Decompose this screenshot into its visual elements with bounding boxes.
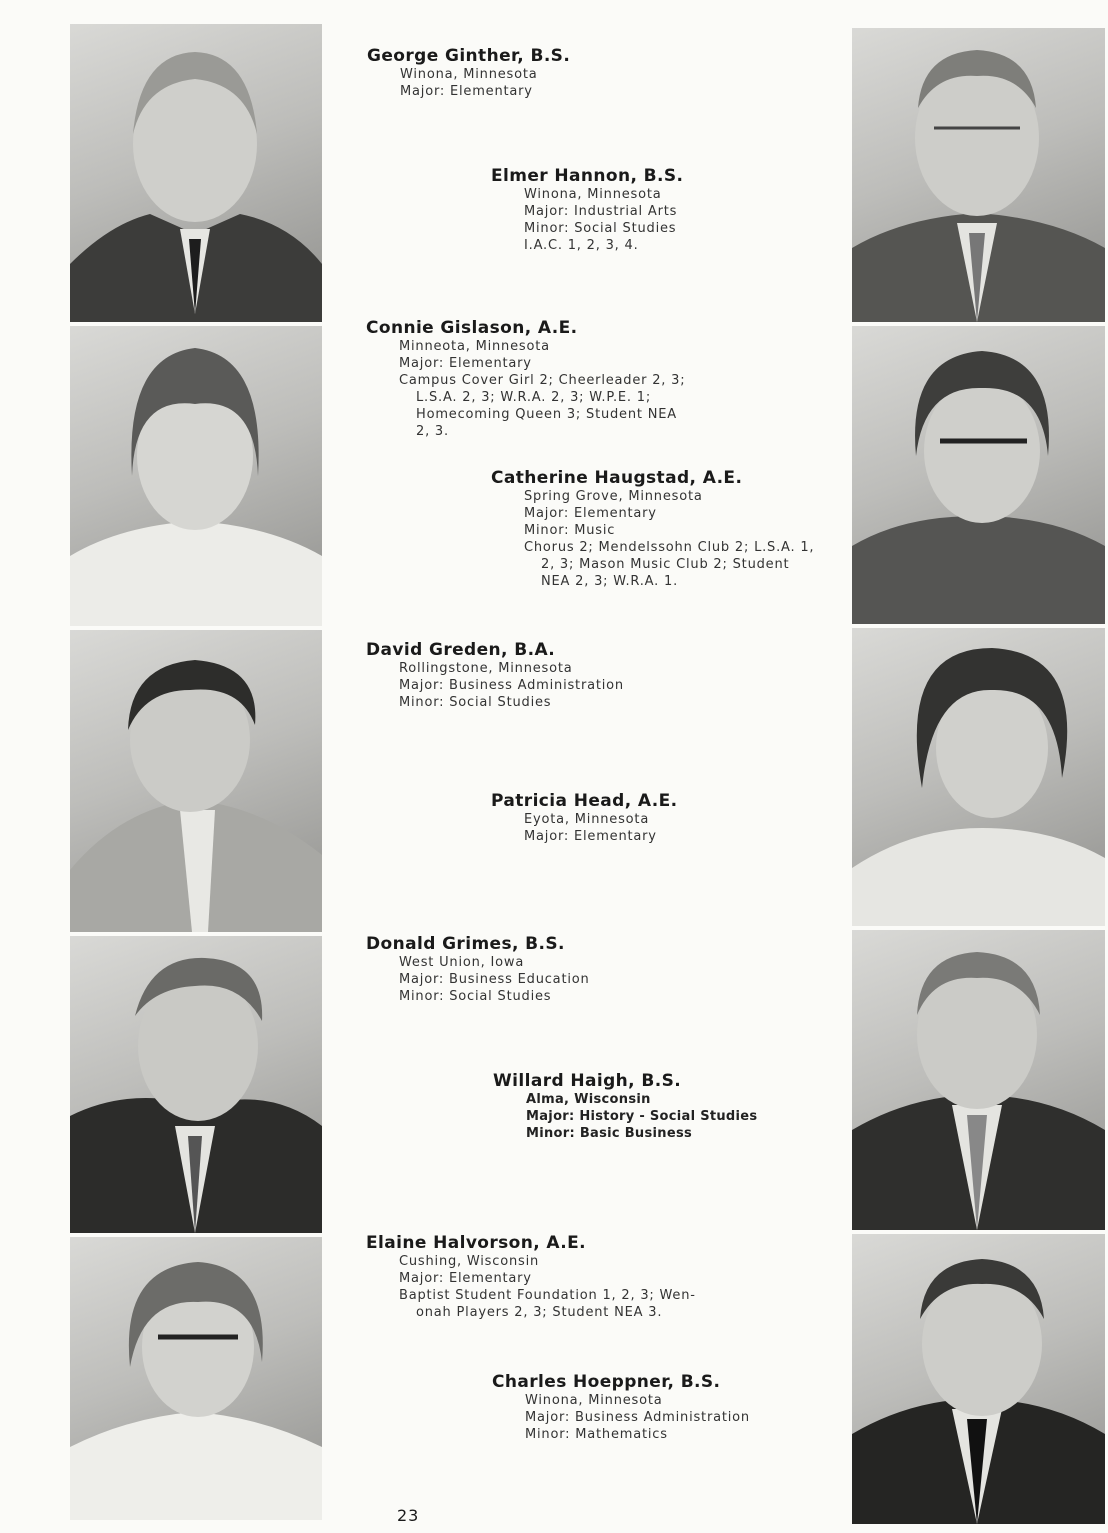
entry-david-greden [366, 640, 624, 711]
hometown: Alma, Wisconsin [526, 1092, 651, 1107]
hometown: Winona, Minnesota [400, 67, 538, 82]
major: Major: History - Social Studies [526, 1109, 758, 1124]
activities: Chorus 2; Mendelssohn Club 2; L.S.A. 1, [524, 540, 815, 555]
student-name: George Ginther, B.S. [367, 46, 571, 66]
minor: Minor: Social Studies [399, 695, 552, 710]
student-name: Willard Haigh, B.S. [493, 1071, 682, 1091]
major: Major: Business Education [399, 972, 590, 987]
entry-charles-hoeppner [492, 1372, 750, 1443]
minor: Minor: Basic Business [526, 1126, 693, 1141]
photo-george-ginther [70, 24, 322, 322]
photo-charles-hoeppner [852, 1234, 1105, 1524]
photo-elmer-hannon [852, 28, 1105, 322]
photo-connie-gislason [70, 326, 322, 626]
entry-elmer-hannon [491, 166, 683, 254]
page-number: 23 [397, 1506, 420, 1525]
minor: Minor: Social Studies [399, 989, 552, 1004]
student-name: Catherine Haugstad, A.E. [491, 468, 743, 488]
entry-connie-gislason [366, 318, 685, 440]
photo-catherine-haugstad [852, 326, 1105, 624]
activities: Campus Cover Girl 2; Cheerleader 2, 3; [399, 373, 686, 388]
entry-catherine-haugstad [491, 468, 814, 590]
activities-cont: L.S.A. 2, 3; W.R.A. 2, 3; W.P.E. 1; [416, 390, 652, 405]
photo-willard-haigh [852, 930, 1105, 1230]
entry-george-ginther [367, 46, 570, 100]
hometown: Spring Grove, Minnesota [524, 489, 703, 504]
student-name: Elmer Hannon, B.S. [491, 166, 684, 186]
major: Major: Elementary [399, 356, 532, 371]
hometown: Rollingstone, Minnesota [399, 661, 573, 676]
activities-cont: onah Players 2, 3; Student NEA 3. [416, 1305, 663, 1320]
hometown: West Union, Iowa [399, 955, 525, 970]
activities-cont: 2, 3; Mason Music Club 2; Student [541, 557, 790, 572]
entry-elaine-halvorson [366, 1233, 696, 1321]
student-name: Donald Grimes, B.S. [366, 934, 565, 954]
activities-cont: NEA 2, 3; W.R.A. 1. [541, 574, 679, 589]
entry-patricia-head [491, 791, 677, 845]
major: Major: Business Administration [399, 678, 624, 693]
major: Major: Elementary [399, 1271, 532, 1286]
major: Major: Elementary [524, 506, 657, 521]
activities: I.A.C. 1, 2, 3, 4. [524, 238, 639, 253]
student-name: Connie Gislason, A.E. [366, 318, 578, 338]
hometown: Minneota, Minnesota [399, 339, 550, 354]
student-name: David Greden, B.A. [366, 640, 556, 660]
minor: Minor: Music [524, 523, 616, 538]
activities-cont: 2, 3. [416, 424, 449, 439]
student-name: Elaine Halvorson, A.E. [366, 1233, 587, 1253]
activities-cont: Homecoming Queen 3; Student NEA [416, 407, 677, 422]
major: Major: Industrial Arts [524, 204, 678, 219]
minor: Minor: Mathematics [525, 1427, 668, 1442]
hometown: Eyota, Minnesota [524, 812, 650, 827]
photo-patricia-head [852, 628, 1105, 926]
photo-elaine-halvorson [70, 1237, 322, 1520]
hometown: Winona, Minnesota [524, 187, 662, 202]
entry-donald-grimes [366, 934, 590, 1005]
hometown: Winona, Minnesota [525, 1393, 663, 1408]
activities: Baptist Student Foundation 1, 2, 3; Wen- [399, 1288, 696, 1303]
hometown: Cushing, Wisconsin [399, 1254, 540, 1269]
minor: Minor: Social Studies [524, 221, 677, 236]
entry-willard-haigh [493, 1071, 757, 1142]
student-name: Charles Hoeppner, B.S. [492, 1372, 721, 1392]
major: Major: Business Administration [525, 1410, 750, 1425]
photo-donald-grimes [70, 936, 322, 1233]
major: Major: Elementary [400, 84, 533, 99]
major: Major: Elementary [524, 829, 657, 844]
photo-david-greden [70, 630, 322, 932]
student-name: Patricia Head, A.E. [491, 791, 678, 811]
